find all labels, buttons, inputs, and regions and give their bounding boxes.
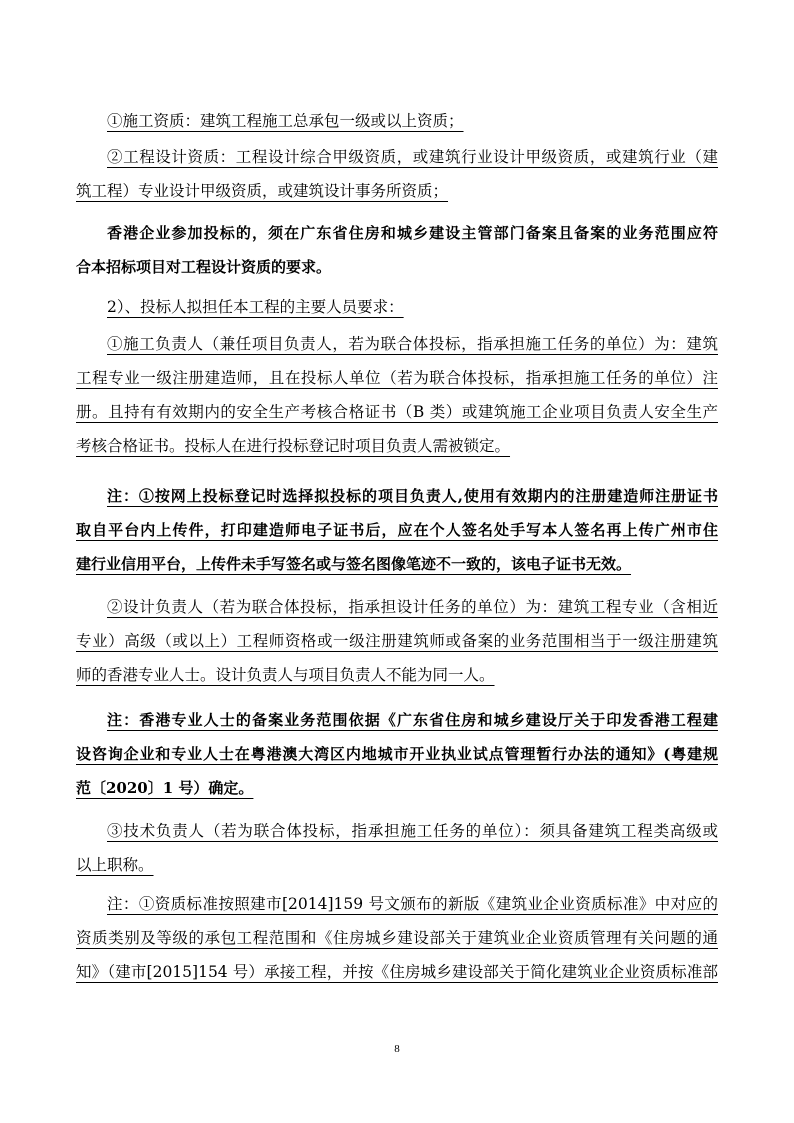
text-line: ①施工资质：建筑工程施工总承包一级或以上资质； [107,112,464,130]
paragraph-construction-qualification [76,104,718,138]
text-line: 册。且持有有效期内的安全生产考核合格证书（B 类）或建筑施工企业项目负责人安全生产 [76,403,718,421]
paragraph-design-qualification [76,140,718,208]
text-line: 建行业信用平台，上传件未手写签名或与签名图像笔迹不一致的，该电子证书无效。 [76,555,632,573]
paragraph-hongkong-enterprise-note [76,216,718,284]
text-line: 以上职称。 [76,856,154,874]
text-line: 设咨询企业和专业人士在粤港澳大湾区内地城市开业执业试点管理暂行办法的通知》(粤建规 [76,745,718,763]
text-line: ①施工负责人（兼任项目负责人，若为联合体投标，指承担施工任务的单位）为：建筑 [107,335,718,353]
text-line: 注：香港专业人士的备案业务范围依据《广东省住房和城乡建设厅关于印发香港工程建 [107,711,718,729]
text-line: 取自平台内上传件，打印建造师电子证书后，应在个人签名处手写本人签名再上传广州市住 [76,521,718,539]
paragraph-personnel-heading [76,290,718,324]
paragraph-technical-leader [76,814,718,882]
paragraph-qualification-standard-note [76,887,718,989]
text-line: 师的香港专业人士。设计负责人与项目负责人不能为同一人。 [76,666,495,684]
text-line: 注：①资质标准按照建市[2014]159 号文颁布的新版《建筑业企业资质标准》中对应的 [107,895,718,913]
text-line: 注：①按网上投标登记时选择拟投标的项目负责人,使用有效期内的注册建造师注册证书 [107,487,718,505]
text-line: 合本招标项目对工程设计资质的要求。 [76,258,332,276]
text-line: ②工程设计资质：工程设计综合甲级资质，或建筑行业设计甲级资质，或建筑行业（建 [107,148,718,166]
text-line: 考核合格证书。投标人在进行投标登记时项目负责人需被锁定。 [76,437,511,455]
text-line: ③技术负责人（若为联合体投标，指承担施工任务的单位）：须具备建筑工程类高级或 [107,822,718,840]
text-line: 资质类别及等级的承包工程范围和《住房城乡建设部关于建筑业企业资质管理有关问题的通 [76,929,718,947]
page-number: 8 [394,1043,400,1055]
paragraph-hongkong-professional-note [76,703,718,805]
paragraph-registration-note [76,479,718,581]
text-line: ②设计负责人（若为联合体投标，指承担设计任务的单位）为：建筑工程专业（含相近 [107,598,718,616]
paragraph-design-leader [76,590,718,692]
text-line: 香港企业参加投标的，须在广东省住房和城乡建设主管部门备案且备案的业务范围应符 [107,224,718,242]
text-line: 知》（建市[2015]154 号）承接工程，并按《住房城乡建设部关于简化建筑业企业资质标准部 [76,963,718,981]
text-line: 筑工程）专业设计甲级资质，或建筑设计事务所资质； [76,182,449,200]
text-line: 工程专业一级注册建造师，且在投标人单位（若为联合体投标，指承担施工任务的单位）注 [76,369,718,387]
text-line: 范〔2020〕1 号）确定。 [76,779,254,797]
text-line: 2）、投标人拟担任本工程的主要人员要求： [107,298,404,316]
paragraph-construction-leader [76,327,718,463]
text-line: 专业）高级（或以上）工程师资格或一级注册建筑师或备案的业务范围相当于一级注册建筑 [76,632,718,650]
